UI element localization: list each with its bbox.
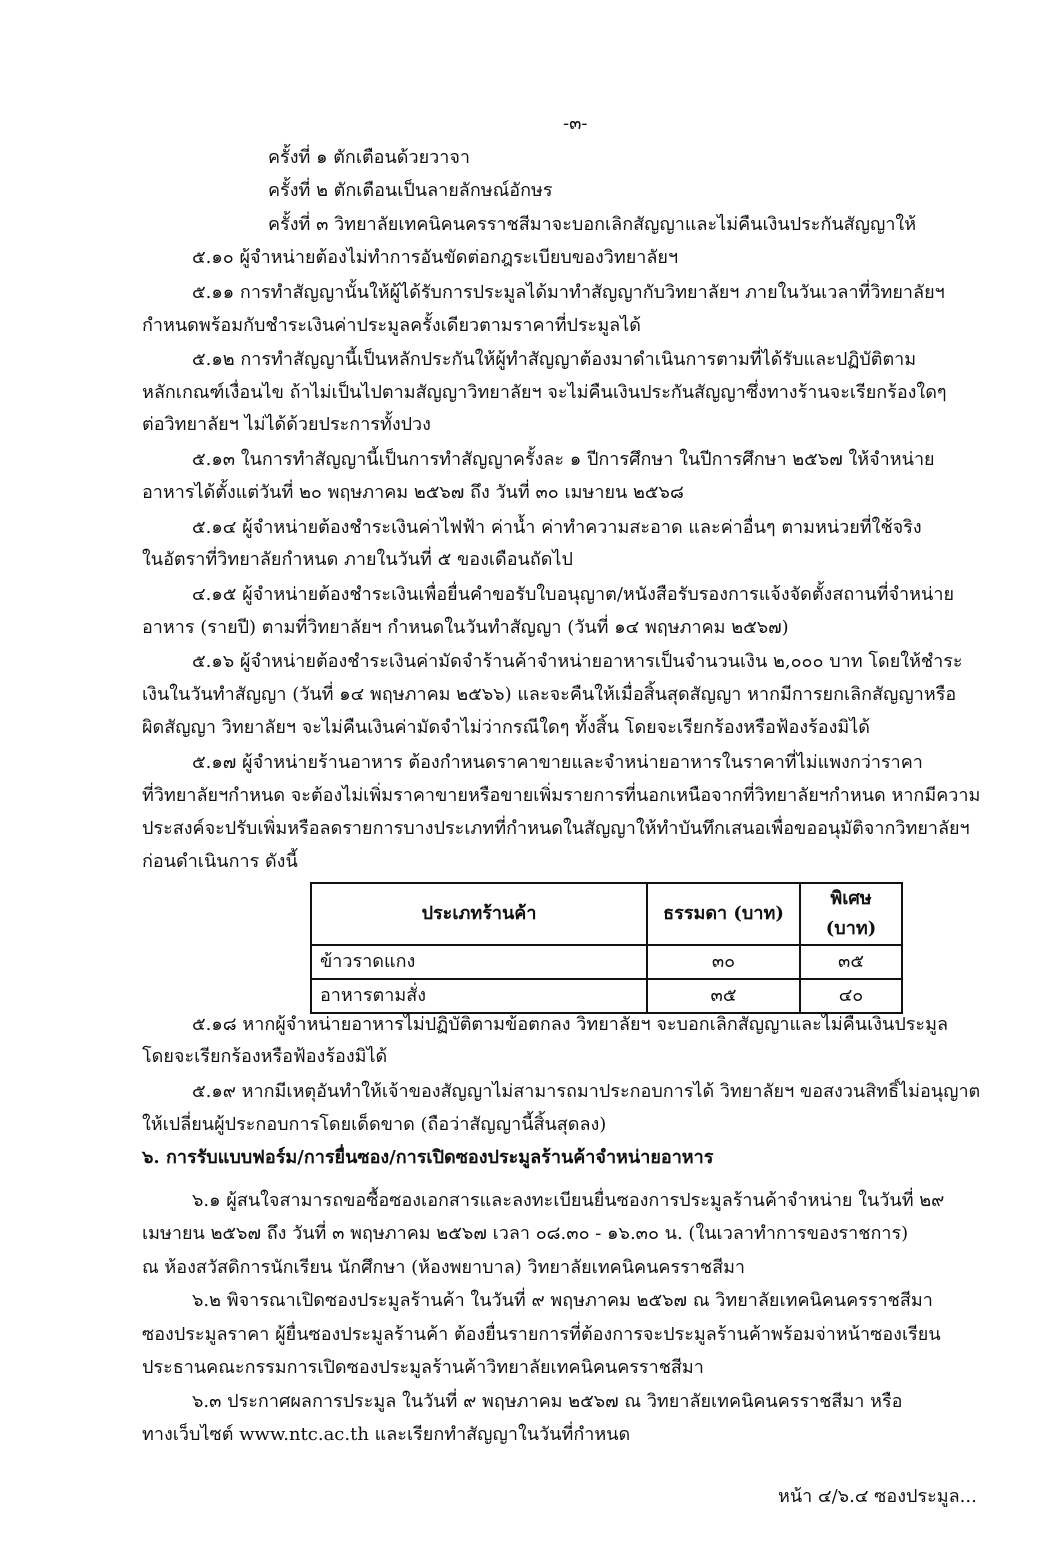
clause-6-1-line-1: ๖.๑ ผู้สนใจสามารถขอซื้อซองเอกสารและลงทะเบียนยื่นซองการประมูลร้านค้าจำหน่าย ในวันที่ ๒๙	[192, 1190, 945, 1211]
clause-5-16-line-2: เงินในวันทำสัญญา (วันที่ ๑๔ พฤษภาคม ๒๕๖๖) และจะคืนให้เมื่อสิ้นสุดสัญญา หากมีการยกเลิกสัญญาหรือ	[142, 684, 957, 705]
clause-6-1-line-2: เมษายน ๒๕๖๗ ถึง วันที่ ๓ พฤษภาคม ๒๕๖๗ เวลา ๐๘.๓๐ - ๑๖.๓๐ น. (ในเวลาทำการของราชการ)	[142, 1223, 909, 1244]
clause-5-11-line-2: กำหนดพร้อมกับชำระเงินค่าประมูลครั้งเดียวตามราคาที่ประมูลได้	[142, 315, 641, 336]
cell-special-price: ๔๐	[800, 979, 902, 1013]
clause-5-15-line-2: อาหาร (รายปี) ตามที่วิทยาลัยฯ กำหนดในวันทำสัญญา (วันที่ ๑๔ พฤษภาคม ๒๕๖๗)	[142, 617, 789, 638]
clause-5-17-line-1: ๕.๑๗ ผู้จำหน่ายร้านอาหาร ต้องกำหนดราคาขายและจำหน่ายอาหารในราคาที่ไม่แพงกว่าราคา	[192, 752, 923, 773]
clause-5-17-line-3: ประสงค์จะปรับเพิ่มหรือลดรายการบางประเภทที่กำหนดในสัญญาให้ทำบันทึกเสนอเพื่อขออนุมัติจากวิทยาลัยฯ	[142, 818, 970, 839]
cell-special-price: ๓๕	[800, 945, 902, 979]
cell-regular-price: ๓๕	[647, 979, 800, 1013]
clause-5-10: ๕.๑๐ ผู้จำหน่ายต้องไม่ทำการอันขัดต่อกฎระเบียบของวิทยาลัยฯ	[192, 247, 679, 268]
warning-1: ครั้งที่ ๑ ตักเตือนด้วยวาจา	[268, 147, 470, 168]
clause-6-2-line-2: ซองประมูลราคา ผู้ยื่นซองประมูลร้านค้า ต้องยื่นรายการที่ต้องการจะประมูลร้านค้าพร้อมจ่าหน้าซองเรียน	[142, 1324, 941, 1345]
col-header-special: พิเศษ (บาท)	[800, 883, 902, 945]
clause-5-19-line-2: ให้เปลี่ยนผู้ประกอบการโดยเด็ดขาด (ถือว่าสัญญานี้สิ้นสุดลง)	[142, 1114, 607, 1135]
cell-shop-type: ข้าวราดแกง	[311, 945, 647, 979]
clause-5-17-line-2: ที่วิทยาลัยฯกำหนด จะต้องไม่เพิ่มราคาขายหรือขายเพิ่มรายการที่นอกเหนือจากที่วิทยาลัยฯกำหนด หากมีความ	[142, 785, 981, 806]
clause-5-12-line-3: ต่อวิทยาลัยฯ ไม่ได้ด้วยประการทั้งปวง	[142, 414, 431, 435]
clause-5-13-line-2: อาหารได้ตั้งแต่วันที่ ๒๐ พฤษภาคม ๒๕๖๗ ถึง วันที่ ๓๐ เมษายน ๒๕๖๘	[142, 482, 684, 503]
clause-6-3-line-2: ทางเว็บไซต์ www.ntc.ac.th และเรียกทำสัญญาในวันที่กำหนด	[142, 1424, 631, 1445]
table-row	[311, 979, 902, 1013]
clause-6-2-line-1: ๖.๒ พิจารณาเปิดซองประมูลร้านค้า ในวันที่ ๙ พฤษภาคม ๒๕๖๗ ณ วิทยาลัยเทคนิคนครราชสีมา	[192, 1290, 933, 1311]
page-number: -๓-	[563, 113, 588, 134]
clause-5-17-line-4: ก่อนดำเนินการ ดังนี้	[142, 851, 298, 872]
clause-5-11-line-1: ๕.๑๑ การทำสัญญานั้นให้ผู้ได้รับการประมูลได้มาทำสัญญากับวิทยาลัยฯ ภายในวันเวลาที่วิทยาลัยฯ	[192, 282, 945, 303]
price-table-header	[311, 883, 902, 945]
clause-5-12-line-1: ๕.๑๒ การทำสัญญานี้เป็นหลักประกันให้ผู้ทำสัญญาต้องมาดำเนินการตามที่ได้รับและปฏิบัติตาม	[192, 349, 917, 370]
clause-5-18-line-1: ๕.๑๘ หากผู้จำหน่ายอาหารไม่ปฏิบัติตามข้อตกลง วิทยาลัยฯ จะบอกเลิกสัญญาและไม่คืนเงินประมูล	[192, 1014, 948, 1035]
clause-6-1-line-3: ณ ห้องสวัสดิการนักเรียน นักศึกษา (ห้องพยาบาล) วิทยาลัยเทคนิคนครราชสีมา	[142, 1257, 746, 1278]
clause-5-18-line-2: โดยจะเรียกร้องหรือฟ้องร้องมิได้	[142, 1046, 388, 1067]
clause-5-16-line-3: ผิดสัญญา วิทยาลัยฯ จะไม่คืนเงินค่ามัดจำไม่ว่ากรณีใดๆ ทั้งสิ้น โดยจะเรียกร้องหรือฟ้องร้องมิได้	[142, 717, 870, 738]
clause-5-16-line-1: ๕.๑๖ ผู้จำหน่ายต้องชำระเงินค่ามัดจำร้านค้าจำหน่ายอาหารเป็นจำนวนเงิน ๒,๐๐๐ บาท โดยให้ชำระ	[192, 651, 963, 672]
clause-5-14-line-2: ในอัตราที่วิทยาลัยกำหนด ภายในวันที่ ๕ ของเดือนถัดไป	[142, 549, 573, 570]
clause-6-3-line-1: ๖.๓ ประกาศผลการประมูล ในวันที่ ๙ พฤษภาคม ๒๕๖๗ ณ วิทยาลัยเทคนิคนครราชสีมา หรือ	[192, 1391, 903, 1412]
continuation-footer: หน้า ๔/๖.๔ ซองประมูล...	[778, 1486, 977, 1507]
col-header-shop-type: ประเภทร้านค้า	[311, 883, 647, 945]
clause-5-15-line-1: ๔.๑๕ ผู้จำหน่ายต้องชำระเงินเพื่อยื่นคำขอรับใบอนุญาต/หนังสือรับรองการแจ้งจัดตั้งสถานที่จำหน่าย	[192, 584, 954, 605]
clause-5-14-line-1: ๕.๑๔ ผู้จำหน่ายต้องชำระเงินค่าไฟฟ้า ค่าน้ำ ค่าทำความสะอาด และค่าอื่นๆ ตามหน่วยที่ใช้จริง	[192, 517, 922, 538]
table-row	[311, 945, 902, 979]
clause-5-12-line-2: หลักเกณฑ์เงื่อนไข ถ้าไม่เป็นไปตามสัญญาวิทยาลัยฯ จะไม่คืนเงินประกันสัญญาซึ่งทางร้านจะเรียกร้องใดๆ	[142, 382, 947, 403]
clause-5-13-line-1: ๕.๑๓ ในการทำสัญญานี้เป็นการทำสัญญาครั้งละ ๑ ปีการศึกษา ในปีการศึกษา ๒๕๖๗ ให้จำหน่าย	[192, 449, 935, 470]
section-6-heading: ๖. การรับแบบฟอร์ม/การยื่นซอง/การเปิดซองประมูลร้านค้าจำหน่ายอาหาร	[142, 1147, 714, 1168]
cell-shop-type: อาหารตามสั่ง	[311, 979, 647, 1013]
price-table	[310, 882, 903, 1014]
cell-regular-price: ๓๐	[647, 945, 800, 979]
warning-3: ครั้งที่ ๓ วิทยาลัยเทคนิคนครราชสีมาจะบอกเลิกสัญญาและไม่คืนเงินประกันสัญญาให้	[268, 214, 917, 235]
clause-5-19-line-1: ๕.๑๙ หากมีเหตุอันทำให้เจ้าของสัญญาไม่สามารถมาประกอบการได้ วิทยาลัยฯ ขอสงวนสิทธิ์ไม่อนุญาต	[192, 1081, 981, 1102]
clause-6-2-line-3: ประธานคณะกรรมการเปิดซองประมูลร้านค้าวิทยาลัยเทคนิคนครราชสีมา	[142, 1357, 704, 1378]
col-header-regular: ธรรมดา (บาท)	[647, 883, 800, 945]
warning-2: ครั้งที่ ๒ ตักเตือนเป็นลายลักษณ์อักษร	[268, 180, 553, 201]
